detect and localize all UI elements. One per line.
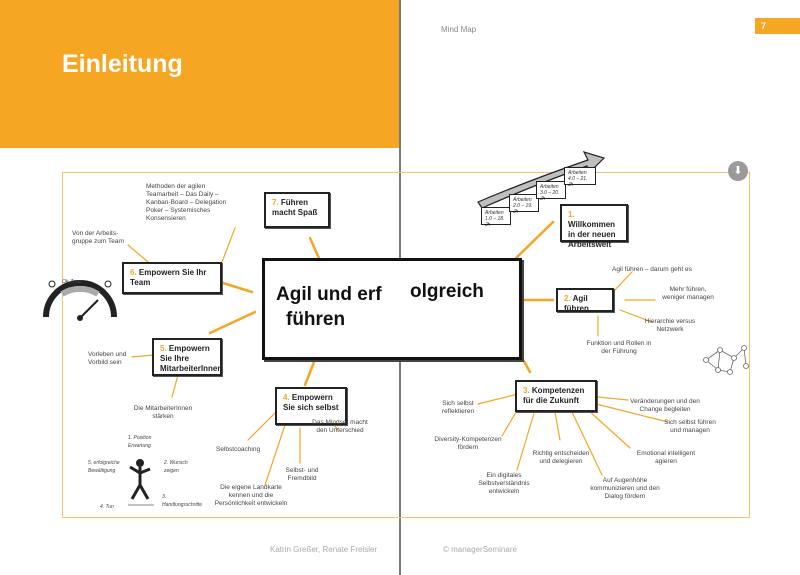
node-5 [152,338,222,376]
note-landkarte: Die eigene Landkarte kennen und die Persönlichkeit entwickeln [214,484,288,507]
central-topic-line1b: olgreich [410,281,484,302]
node-7-label: Führen macht Spaß [272,198,318,217]
sketch-label-3: 3. Handlungsschritte [162,494,203,508]
stair-step-2: Arbeiten 2.0 – 19. Jh [509,194,539,212]
network-icon [700,340,750,380]
node-4-number: 4. [283,393,290,402]
note-diversity: Diversity-Kompetenzen fördern [434,436,502,451]
note-selbstbild: Selbst- und Fremdbild [285,467,319,482]
node-6 [122,262,222,294]
node-3-label: Kompetenzen für die Zukunft [523,386,585,405]
stair-step-3: Arbeiten 3.0 – 20. Jh [536,181,566,199]
central-topic-line1a: Agil und erf [276,284,382,305]
node-4-label: Empowern Sie sich selbst [283,393,339,412]
note-mehr-fuehren: Mehr führen, weniger managen [662,286,714,301]
note-augenhoehe: Auf Augenhöhe kommunizieren und den Dialog fördern [590,477,660,500]
climbing-figure-icon [120,455,160,510]
note-agil-fuehren-darum: Agil führen – darum geht es [612,266,692,273]
note-selbstcoaching: Selbstcoaching [216,446,261,453]
node-2-label: Agil führen [564,294,589,313]
node-6-label: Empowern Sie Ihr Team [130,268,207,287]
note-mitarbeiter-staerken: Die MitarbeiterInnen stärken [133,405,193,420]
note-emotional: Emotional intelligent agieren [636,450,696,465]
note-richtig-entscheiden: Richtig entscheiden und delegieren [532,450,590,465]
stair-step-1: Arbeiten 1.0 – 18. Jh [481,207,511,225]
note-vorleben: Vorleben und Vorbild sein [88,351,127,366]
note-funktion-rollen: Funktion und Rollen in der Führung [586,340,652,355]
note-mindset: Das Mindset macht den Unterschied [312,419,368,434]
footer-publisher: © managerSeminare [443,545,517,554]
sketch-label-4: 4. Tun [100,504,114,510]
node-7-number: 7. [272,198,279,207]
scroll-down-icon[interactable]: ⬇ [728,161,748,181]
note-hierarchie: Hierarchie versus Netzwerk [644,318,696,333]
node-1-number: 1. [568,210,575,219]
note-sich-reflektieren: Sich selbst reflektieren [441,400,475,415]
sketch-label-1: 1. Position Erwartung [128,435,152,449]
node-2 [556,288,614,312]
sketch-label-2: 2. Wunsch zeigen [164,460,188,474]
section-label: Mind Map [441,25,477,34]
note-selbstverstaendnis: Ein digitales Selbstverständnis entwickeln [478,472,530,495]
footer-authors: Katrin Greßer, Renate Freisler [270,545,378,554]
sketch-label-5: 5. erfolgreiche Bewältigung [88,460,120,474]
central-topic-line2: führen [286,309,346,330]
note-arbeitsgruppe: Von der Arbeits-gruppe zum Team [72,230,124,245]
node-3 [515,380,597,412]
page-title: Einleitung [62,50,183,78]
node-1-label: Willkommen in der neuen Arbeitswelt [568,220,616,249]
node-2-number: 2. [564,294,571,303]
node-5-number: 5. [160,344,167,353]
node-5-label: Empowern Sie Ihre MitarbeiterInnen [160,344,223,373]
node-3-number: 3. [523,386,530,395]
note-methoden: Methoden der agilen Teamarbeit – Das Daily – Kanban-Board – Delegation Poker – Systemisches Konsensieren [146,183,227,222]
page-number: 7 [755,18,800,34]
note-veraenderungen: Veränderungen und den Change begleiten [630,398,700,413]
stair-step-4: Arbeiten 4.0 – 21. Jh [564,167,596,185]
node-6-number: 6. [130,268,137,277]
note-sich-selbst-fuehren: Sich selbst führen und managen [664,419,716,434]
gauge-label: Ok-Zone [62,279,82,285]
node-7 [264,192,330,228]
